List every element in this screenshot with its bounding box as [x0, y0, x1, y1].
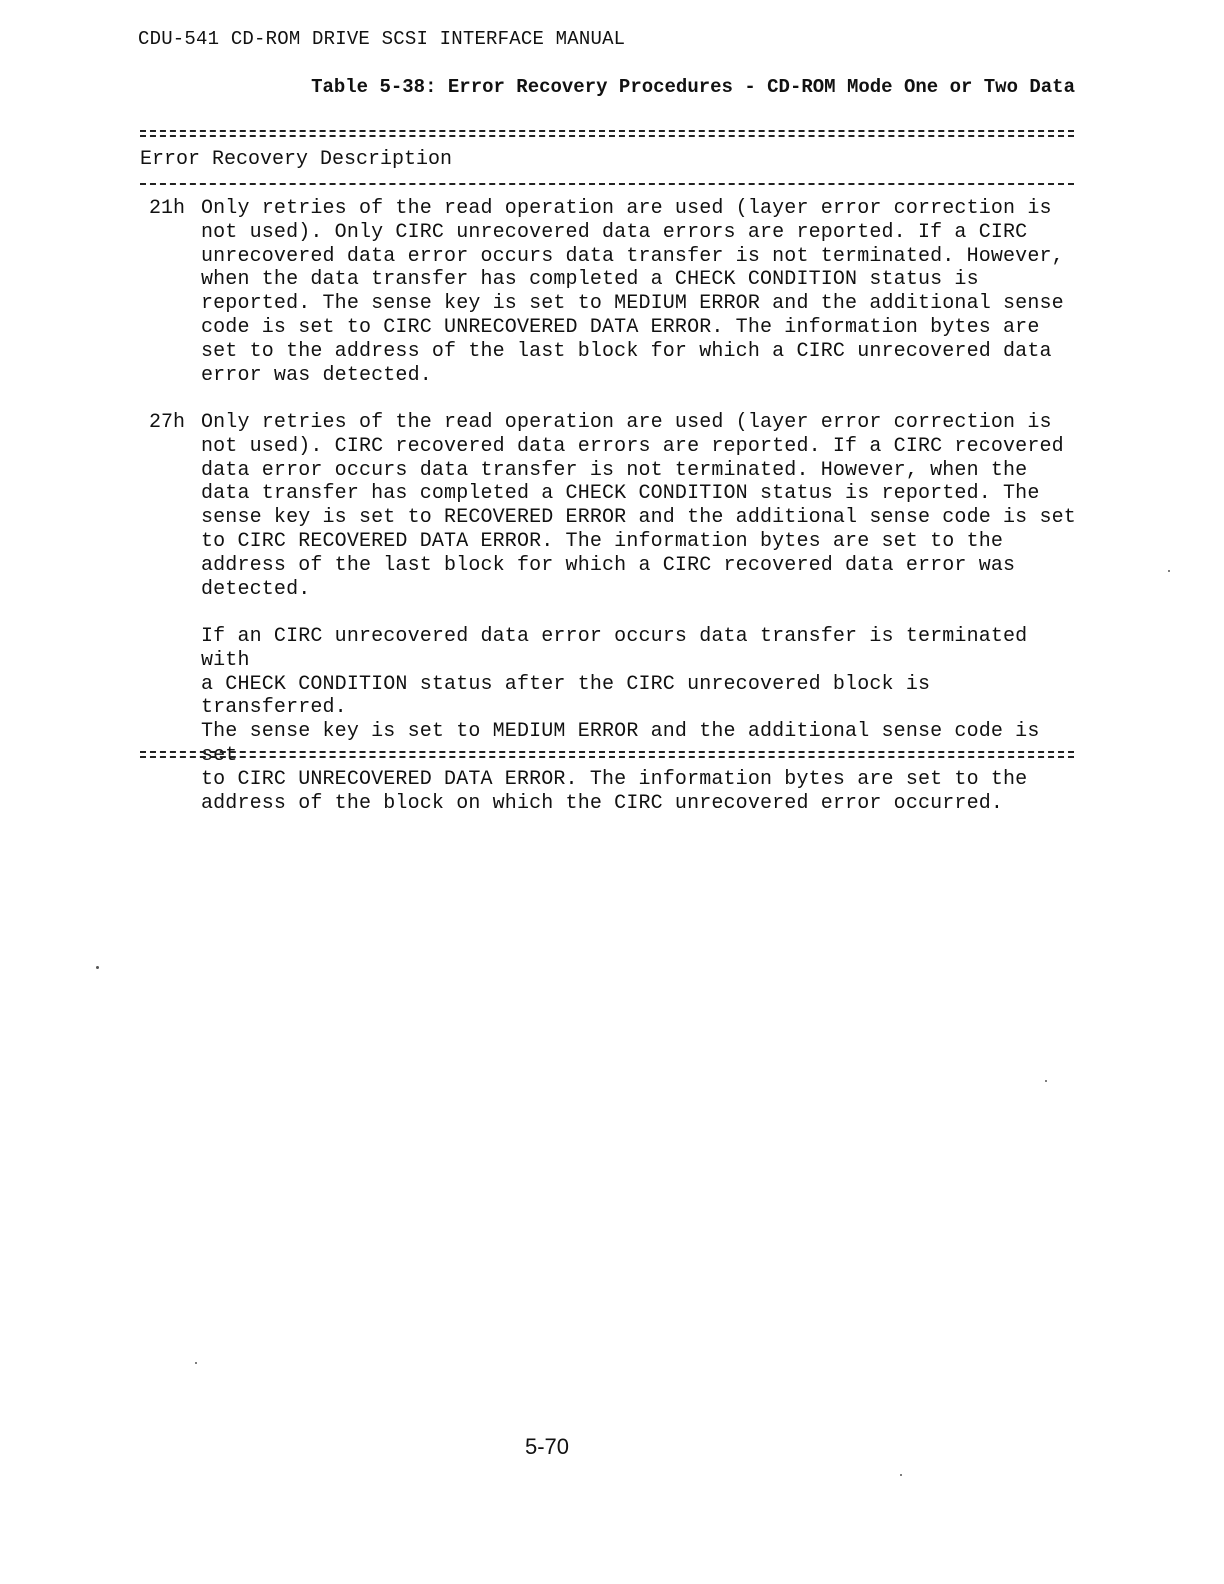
page-header: CDU-541 CD-ROM DRIVE SCSI INTERFACE MANUAL: [138, 28, 626, 50]
column-header: Error Recovery Description: [140, 148, 453, 171]
error-description: Only retries of the read operation are used (layer error correction is not used). CIRC recovered data errors are reported. If a CIRC recovered data error occurs data transfer is not terminated. However, when the data transfer has completed a CHECK CONDITION status is reported. The sense key is set to RECOVERED ERROR and the additional sense code is set to CIRC RECOVERED DATA ERROR. The information bytes are set to the address of the last block for which a CIRC recovered data error was detected.: [201, 411, 1076, 601]
scan-speck: [1045, 1080, 1047, 1082]
scan-speck: [900, 1474, 902, 1476]
scan-speck: [195, 1362, 197, 1364]
error-code: 27h: [149, 411, 186, 434]
table-title: Table 5-38: Error Recovery Procedures - CD-ROM Mode One or Two Data: [311, 76, 1075, 98]
scan-speck: [1168, 570, 1170, 572]
error-description: If an CIRC unrecovered data error occurs data transfer is terminated with a CHECK CONDITION status after the CIRC unrecovered block is transferred. The sense key is set to MEDIUM ERROR and the additional sense code is set to CIRC UNRECOVERED DATA ERROR. The information bytes are set to the address of the block on which the CIRC unrecovered error occurred.: [201, 625, 1040, 815]
error-description: Only retries of the read operation are used (layer error correction is not used). Only CIRC unrecovered data errors are reported. If a CIRC unrecovered data error occurs data transfer is not terminated. However, when the data transfer has completed a CHECK CONDITION status is reported. The sense key is set to MEDIUM ERROR and the additional sense code is set to CIRC UNRECOVERED DATA ERROR. The information bytes are set to the address of the last block for which a CIRC unrecovered data error was detected.: [201, 197, 1064, 387]
bottom-double-rule: [140, 751, 1074, 758]
header-single-rule: [140, 183, 1074, 185]
page-number: 5-70: [524, 1434, 570, 1459]
top-double-rule: [140, 130, 1074, 137]
error-code: 21h: [149, 197, 186, 220]
scan-speck: [96, 966, 99, 969]
